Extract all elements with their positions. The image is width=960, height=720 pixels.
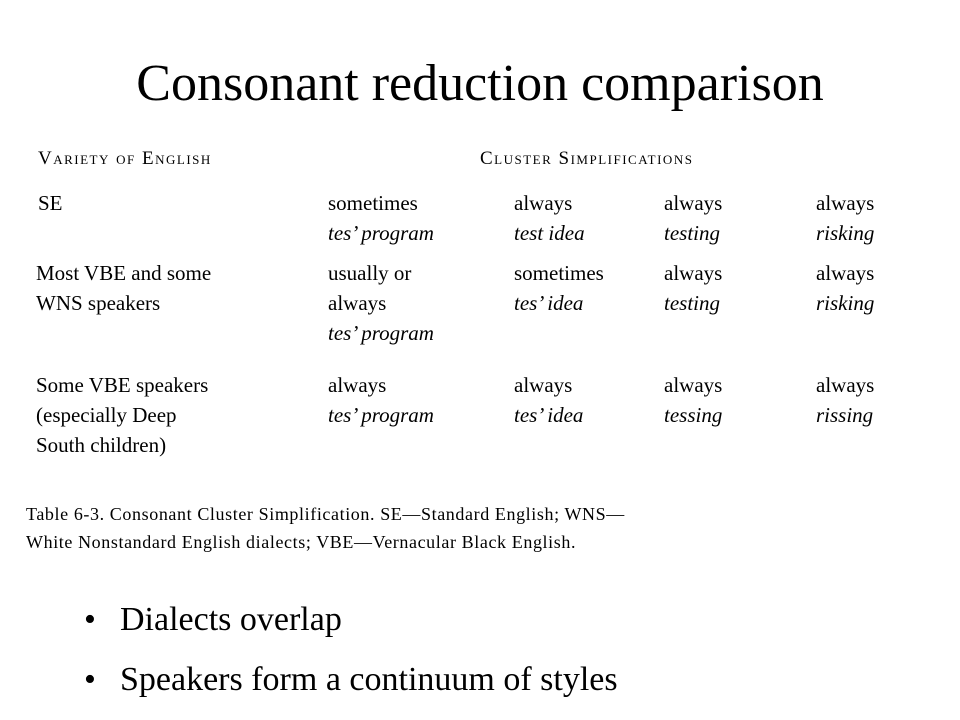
row-2-col-1-frequency-line-2: always (328, 291, 387, 315)
slide-title: Consonant reduction comparison (136, 55, 824, 112)
bullet-text: Dialects overlap (120, 601, 342, 638)
table-caption-line-2: White Nonstandard English dialects; VBE—Vernacular Black English. (26, 532, 577, 552)
row-1-col-1-frequency: sometimes (328, 191, 418, 215)
row-3-col-4-frequency: always (816, 373, 875, 397)
bullet-text: Speakers form a continuum of styles (120, 661, 618, 698)
row-2-col-2-example: tes’ idea (514, 291, 584, 315)
row-3-variety-line-1: Some VBE speakers (36, 373, 209, 397)
row-3-col-1-example: tes’ program (328, 403, 434, 427)
row-1-col-1-example: tes’ program (328, 221, 434, 245)
row-3-col-3-example: tessing (664, 403, 723, 427)
bullet-icon: • (84, 601, 96, 638)
row-3-col-1-frequency: always (328, 373, 387, 397)
row-1-col-3-frequency: always (664, 191, 723, 215)
header-cluster-simplifications: Cluster Simplifications (480, 148, 694, 169)
row-2-col-4-frequency: always (816, 261, 875, 285)
row-1-col-4-example: risking (816, 221, 875, 245)
table-caption-line-1: Table 6-3. Consonant Cluster Simplification. SE—Standard English; WNS— (26, 504, 625, 524)
row-2-col-3-frequency: always (664, 261, 723, 285)
table-caption (26, 500, 926, 556)
row-3-col-4-example: rissing (816, 403, 874, 427)
row-1-variety-line-1: SE (38, 191, 63, 215)
row-2-col-4-example: risking (816, 291, 875, 315)
row-3-col-2-example: tes’ idea (514, 403, 584, 427)
row-2-col-2-frequency: sometimes (514, 261, 604, 285)
bullet-item (84, 592, 618, 652)
bullet-item (84, 652, 618, 712)
row-3-col-3-frequency: always (664, 373, 723, 397)
bullet-icon: • (84, 661, 96, 698)
row-1-col-2-example: test idea (514, 221, 585, 245)
row-2-variety-line-2: WNS speakers (36, 291, 161, 315)
row-1-col-3-example: testing (664, 221, 720, 245)
row-3-variety-line-2: (especially Deep (36, 403, 177, 427)
bullet-list (84, 592, 618, 712)
row-3-variety-line-3: South children) (36, 433, 167, 457)
row-2-col-3-example: testing (664, 291, 720, 315)
row-2-col-1-example: tes’ program (328, 321, 434, 345)
header-variety: Variety of English (38, 148, 212, 169)
row-1-col-2-frequency: always (514, 191, 573, 215)
row-1-col-4-frequency: always (816, 191, 875, 215)
row-3-col-2-frequency: always (514, 373, 573, 397)
row-2-variety-line-1: Most VBE and some (36, 261, 212, 285)
row-2-col-1-frequency-line-1: usually or (328, 261, 412, 285)
